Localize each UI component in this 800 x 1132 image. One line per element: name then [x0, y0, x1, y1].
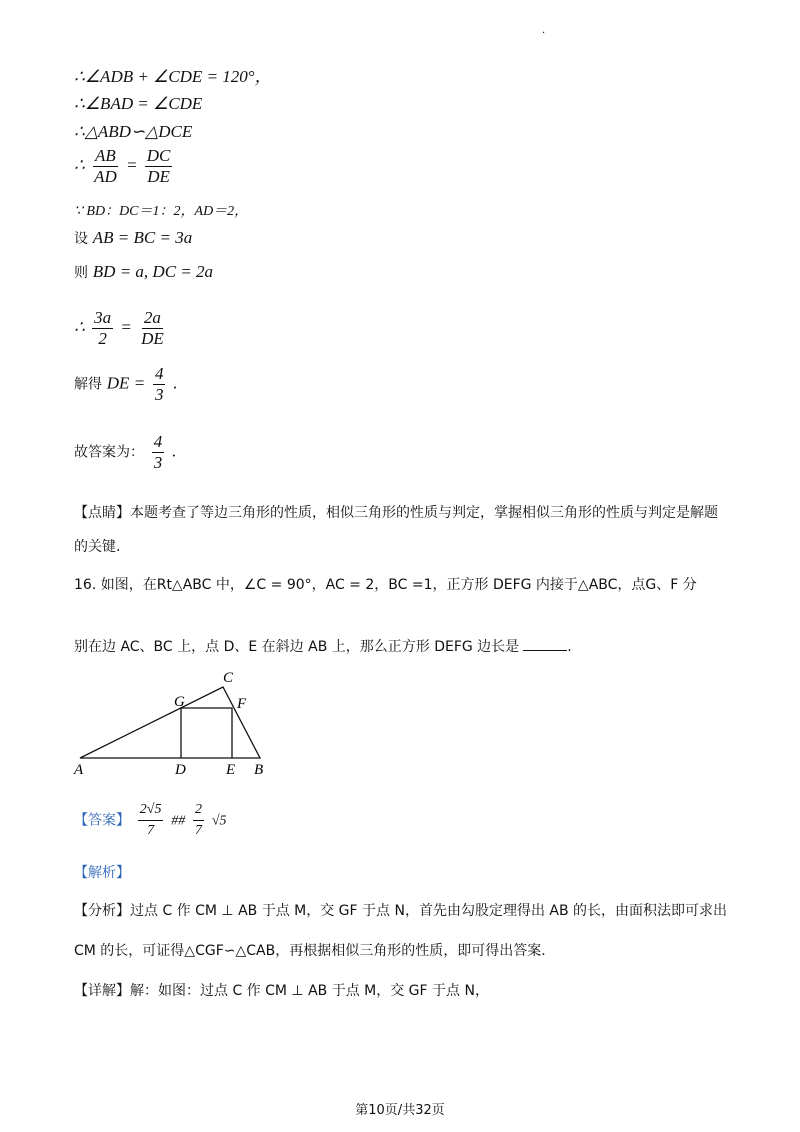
- fraction-denominator: 7: [147, 823, 155, 838]
- prefix-text: 设: [74, 231, 88, 247]
- header-dot: ·: [542, 28, 546, 39]
- fraction-denominator: 3: [154, 385, 164, 404]
- label-c: C: [223, 670, 234, 686]
- question-text: 别在边 AC、BC 上，点 D、E 在斜边 AB 上，那么正方形 DEFG 边长是: [74, 639, 520, 655]
- answer-sqrt: √5: [211, 813, 227, 829]
- question-16-line-2: 别在边 AC、BC 上，点 D、E 在斜边 AB 上，那么正方形 DEFG 边长是 .: [74, 639, 572, 655]
- prefix-text: 则: [74, 265, 88, 281]
- period: .: [173, 373, 178, 393]
- fraction-3a-2: [92, 308, 113, 349]
- label-g: G: [174, 694, 185, 710]
- xiangjie-line: [74, 980, 489, 1000]
- fraction-numerator: 2a: [143, 308, 161, 327]
- prefix-text: 故答案为：: [74, 444, 144, 461]
- page-footer: 第10页/共32页: [355, 1103, 445, 1118]
- fraction-numerator: AB: [95, 146, 116, 165]
- prefix-text: 解得: [74, 376, 102, 393]
- proof-line-1: ∴∠ADB + ∠CDE = 120°，: [74, 67, 272, 86]
- proof-line-7: [74, 262, 213, 282]
- fenxi-line-2: CM 的长，可证得△CGF∽△CAB，再根据相似三角形的性质，即可得出答案.: [74, 943, 546, 959]
- fenxi-line-1: [74, 900, 727, 920]
- fraction-4-3-answer: [152, 432, 165, 473]
- period: .: [172, 441, 177, 461]
- proof-line-8: [74, 308, 169, 349]
- triangle-abc: [80, 687, 260, 758]
- fraction-denominator: 2: [98, 329, 107, 348]
- triangle-square-figure: [60, 668, 280, 780]
- answer-separator: ##: [171, 813, 186, 829]
- fraction-2a-de: [139, 308, 166, 349]
- label-d: D: [175, 762, 186, 778]
- proof-line-10: [74, 432, 176, 473]
- comment-line-1: [74, 502, 718, 522]
- fraction-numerator: DC: [146, 146, 171, 165]
- fraction-denominator: 7: [195, 823, 203, 838]
- fraction-numerator: 4: [154, 364, 164, 383]
- proof-line-3: ∴△ABD∽△DCE: [74, 122, 193, 141]
- xiangjie-tag: 【详解】: [74, 983, 130, 999]
- therefore-symbol: ∴: [74, 317, 85, 337]
- fraction-numerator: 2: [193, 800, 204, 821]
- fraction-denominator: DE: [147, 167, 170, 186]
- proof-line-9: [74, 364, 177, 405]
- label-a: A: [74, 762, 84, 778]
- fenxi-tag: 【分析】: [74, 903, 130, 919]
- fraction-numerator: 2√5: [138, 800, 164, 821]
- fraction-ab-ad: [92, 146, 119, 187]
- fraction-dc-de: [145, 146, 173, 187]
- fraction-numerator: 3a: [94, 308, 112, 327]
- proof-line-5: ∵ BD：DC＝1：2，AD＝2，: [74, 204, 249, 219]
- fenxi-text: 过点 C 作 CM ⊥ AB 于点 M，交 GF 于点 N，首先由勾股定理得出 AB 的长，由面积法即可求出: [130, 903, 728, 919]
- answer-line: [74, 800, 227, 841]
- fraction-4-3: [153, 364, 166, 405]
- fraction-denominator: AD: [94, 167, 117, 186]
- equals-sign: =: [126, 155, 138, 175]
- fraction-denominator: 3: [153, 453, 163, 472]
- analysis-tag: 【解析】: [74, 865, 130, 881]
- proof-line-2: ∴∠BAD = ∠CDE: [74, 94, 203, 113]
- comment-line-2: 的关键.: [74, 539, 121, 555]
- answer-fraction-2: [193, 800, 204, 841]
- answer-tag: 【答案】: [74, 812, 130, 829]
- math-expression: BD = a, DC = 2a: [92, 262, 214, 281]
- proof-line-6: [74, 228, 192, 248]
- fraction-denominator: DE: [141, 329, 164, 348]
- comment-text: 本题考查了等边三角形的性质，相似三角形的性质与判定，掌握相似三角形的性质与判定是解题: [130, 505, 718, 521]
- answer-blank: [523, 649, 567, 651]
- question-16-line-1: 16. 如图，在Rt△ABC 中，∠C = 90°，AC = 2，BC =1，正方形 DEFG 内接于△ABC，点G、F 分: [74, 577, 697, 593]
- therefore-symbol: ∴: [74, 155, 85, 175]
- math-expression: AB = BC = 3a: [92, 228, 193, 247]
- equals-sign: =: [120, 317, 132, 337]
- label-b: B: [254, 762, 264, 778]
- answer-fraction-1: [138, 800, 164, 841]
- label-e: E: [226, 762, 236, 778]
- comment-tag: 【点睛】: [74, 505, 130, 521]
- xiangjie-text: 解：如图：过点 C 作 CM ⊥ AB 于点 M，交 GF 于点 N，: [130, 983, 489, 999]
- square-defg: [181, 708, 232, 758]
- proof-line-4: [74, 146, 175, 187]
- label-f: F: [237, 696, 247, 712]
- fraction-numerator: 4: [153, 432, 163, 451]
- math-expression: DE =: [106, 373, 146, 393]
